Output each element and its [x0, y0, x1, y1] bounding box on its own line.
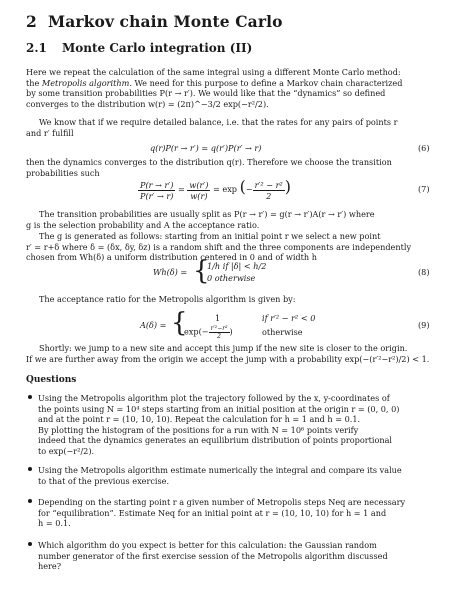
equation-9-lhs: A(δ) = [140, 320, 167, 330]
equation-9-case-1-cond: if r′² − r² < 0 [262, 313, 316, 323]
split-line-1: The transition probabilities are usually split as P(r → r′) = g(r → r′)A(r → r′) where [39, 209, 375, 219]
question-item-1: Using the Metropolis algorithm plot the trajectory followed by the x, y-coordinates of the points using N = 10⁴ steps starting from an initial position at the origin r = (0, 0, 0) and at the point r = (10, 10, 10). Repeat the calculation for h = 1 and h = 0.1. By plotting the histogram of the positions for a run with N = 10⁶ points verify indeed that the dynamics generates an equilibrium distribution of points proportional to exp(−r²/2). [38, 393, 438, 457]
gen-line-3: chosen from Wh(δ) a uniform distribution centered in 0 and of width h [26, 252, 317, 263]
equation-9-number: (9) [418, 320, 430, 330]
equation-9-case-2-value: exp(− $\frac{\text{r′²−r²}}{2}$ ) [184, 325, 233, 340]
bullet-icon [28, 467, 32, 471]
equation-8-case-2: 0 otherwise [207, 273, 256, 283]
question-item-3: Depending on the starting point r a given number of Metropolis steps Neq are necessary for “equilibration”. Estimate Neq for an initial point at r = (10, 10, 10) for h = 1 and h = 0.1. [38, 497, 438, 529]
bullet-icon [28, 542, 32, 546]
intro-line-1: Here we repeat the calculation of the same integral using a different Monte Carlo method: [26, 67, 401, 77]
subsection-number: 2.1 [26, 41, 47, 55]
equation-8-number: (8) [418, 267, 430, 277]
generation-paragraph [26, 231, 434, 263]
equation-7: $\frac{P(r \to r')}{P(r' \to r)}$ = $\frac{w(r')}{w(r)}$ = exp (− $\frac{\text{r′² − r²}}{2}$ ) [140, 177, 292, 201]
accept-paragraph: The acceptance ratio for the Metropolis algorithm is given by: [39, 294, 296, 304]
equation-8-case-1: 1/h if |δ| < h/2 [207, 261, 267, 271]
balance-line-1: We know that if we require detailed balance, i.e. that the rates for any pairs of points r [39, 117, 398, 127]
equation-7-number: (7) [418, 184, 430, 194]
eq7-frac-mid: $\frac{w(r')}{w(r)}$ [189, 179, 209, 201]
question-item-4: Which algorithm do you expect is better for this calculation: the Gaussian random number generator of the first exercise session of the Metropolis algorithm discussed here? [38, 540, 438, 572]
shortly-line-1: Shortly: we jump to a new site and accept this jump if the new site is closer to the origin. [39, 343, 408, 353]
bullet-icon [28, 499, 32, 503]
split-line-2: g is the selection probability and A the acceptance ratio. [26, 219, 260, 230]
eq7-frac-exp: $\frac{\text{r′² − r²}}{2}$ [254, 179, 283, 201]
after-eq6-line-2: probabilities such [26, 167, 100, 178]
gen-line-2: r′ = r+δ where δ = (δx, δy, δz) is a random shift and the three components are independently [26, 241, 412, 252]
equation-8-brace: { [193, 256, 210, 286]
equation-6: q(r)P(r → r′) = q(r′)P(r′ → r) [150, 143, 262, 153]
section-title: Markov chain Monte Carlo [48, 12, 283, 31]
equation-9-case-2-cond: otherwise [262, 327, 303, 337]
intro-line-2: the Metropolis algorithm. We need for this purpose to define a Markov chain characterized [26, 77, 403, 88]
equation-6-number: (6) [418, 143, 430, 153]
split-paragraph [26, 209, 434, 230]
intro-paragraph [26, 67, 434, 109]
gen-line-1: The g is generated as follows: starting from an initial point r we select a new point [39, 231, 381, 241]
subsection-heading [26, 41, 252, 55]
section-number: 2 [26, 12, 37, 31]
after-eq6-paragraph [26, 157, 434, 178]
bullet-icon [28, 395, 32, 399]
equation-9-brace: { [171, 308, 188, 338]
shortly-line-2: If we are further away from the origin we accept the jump with a probability exp(−(r′²−r²)/2) < 1. [26, 353, 430, 364]
balance-paragraph [26, 117, 434, 138]
equation-8-lhs: Wh(δ) = [153, 267, 188, 277]
shortly-paragraph [26, 343, 440, 364]
section-heading [26, 12, 283, 31]
after-eq6-line-1: then the dynamics converges to the distribution q(r). Therefore we choose the transition [26, 157, 392, 167]
subsection-title: Monte Carlo integration (II) [62, 41, 253, 55]
balance-line-2: and r′ fulfill [26, 127, 74, 138]
intro-line-4: converges to the distribution w(r) = (2π)^−3/2 exp(−r²/2). [26, 98, 269, 109]
metropolis-term: Metropolis algorithm [41, 77, 130, 88]
intro-line-3: by some transition probabilities P(r → r′). We would like that the “dynamics” so defined [26, 88, 386, 99]
questions-heading: Questions [26, 375, 77, 385]
question-item-2: Using the Metropolis algorithm estimate numerically the integral and compare its value to that of the previous exercise. [38, 465, 438, 486]
equation-9-case-1-value: 1 [215, 313, 221, 323]
eq7-frac-left: $\frac{P(r \to r')}{P(r' \to r)}$ [140, 179, 174, 201]
